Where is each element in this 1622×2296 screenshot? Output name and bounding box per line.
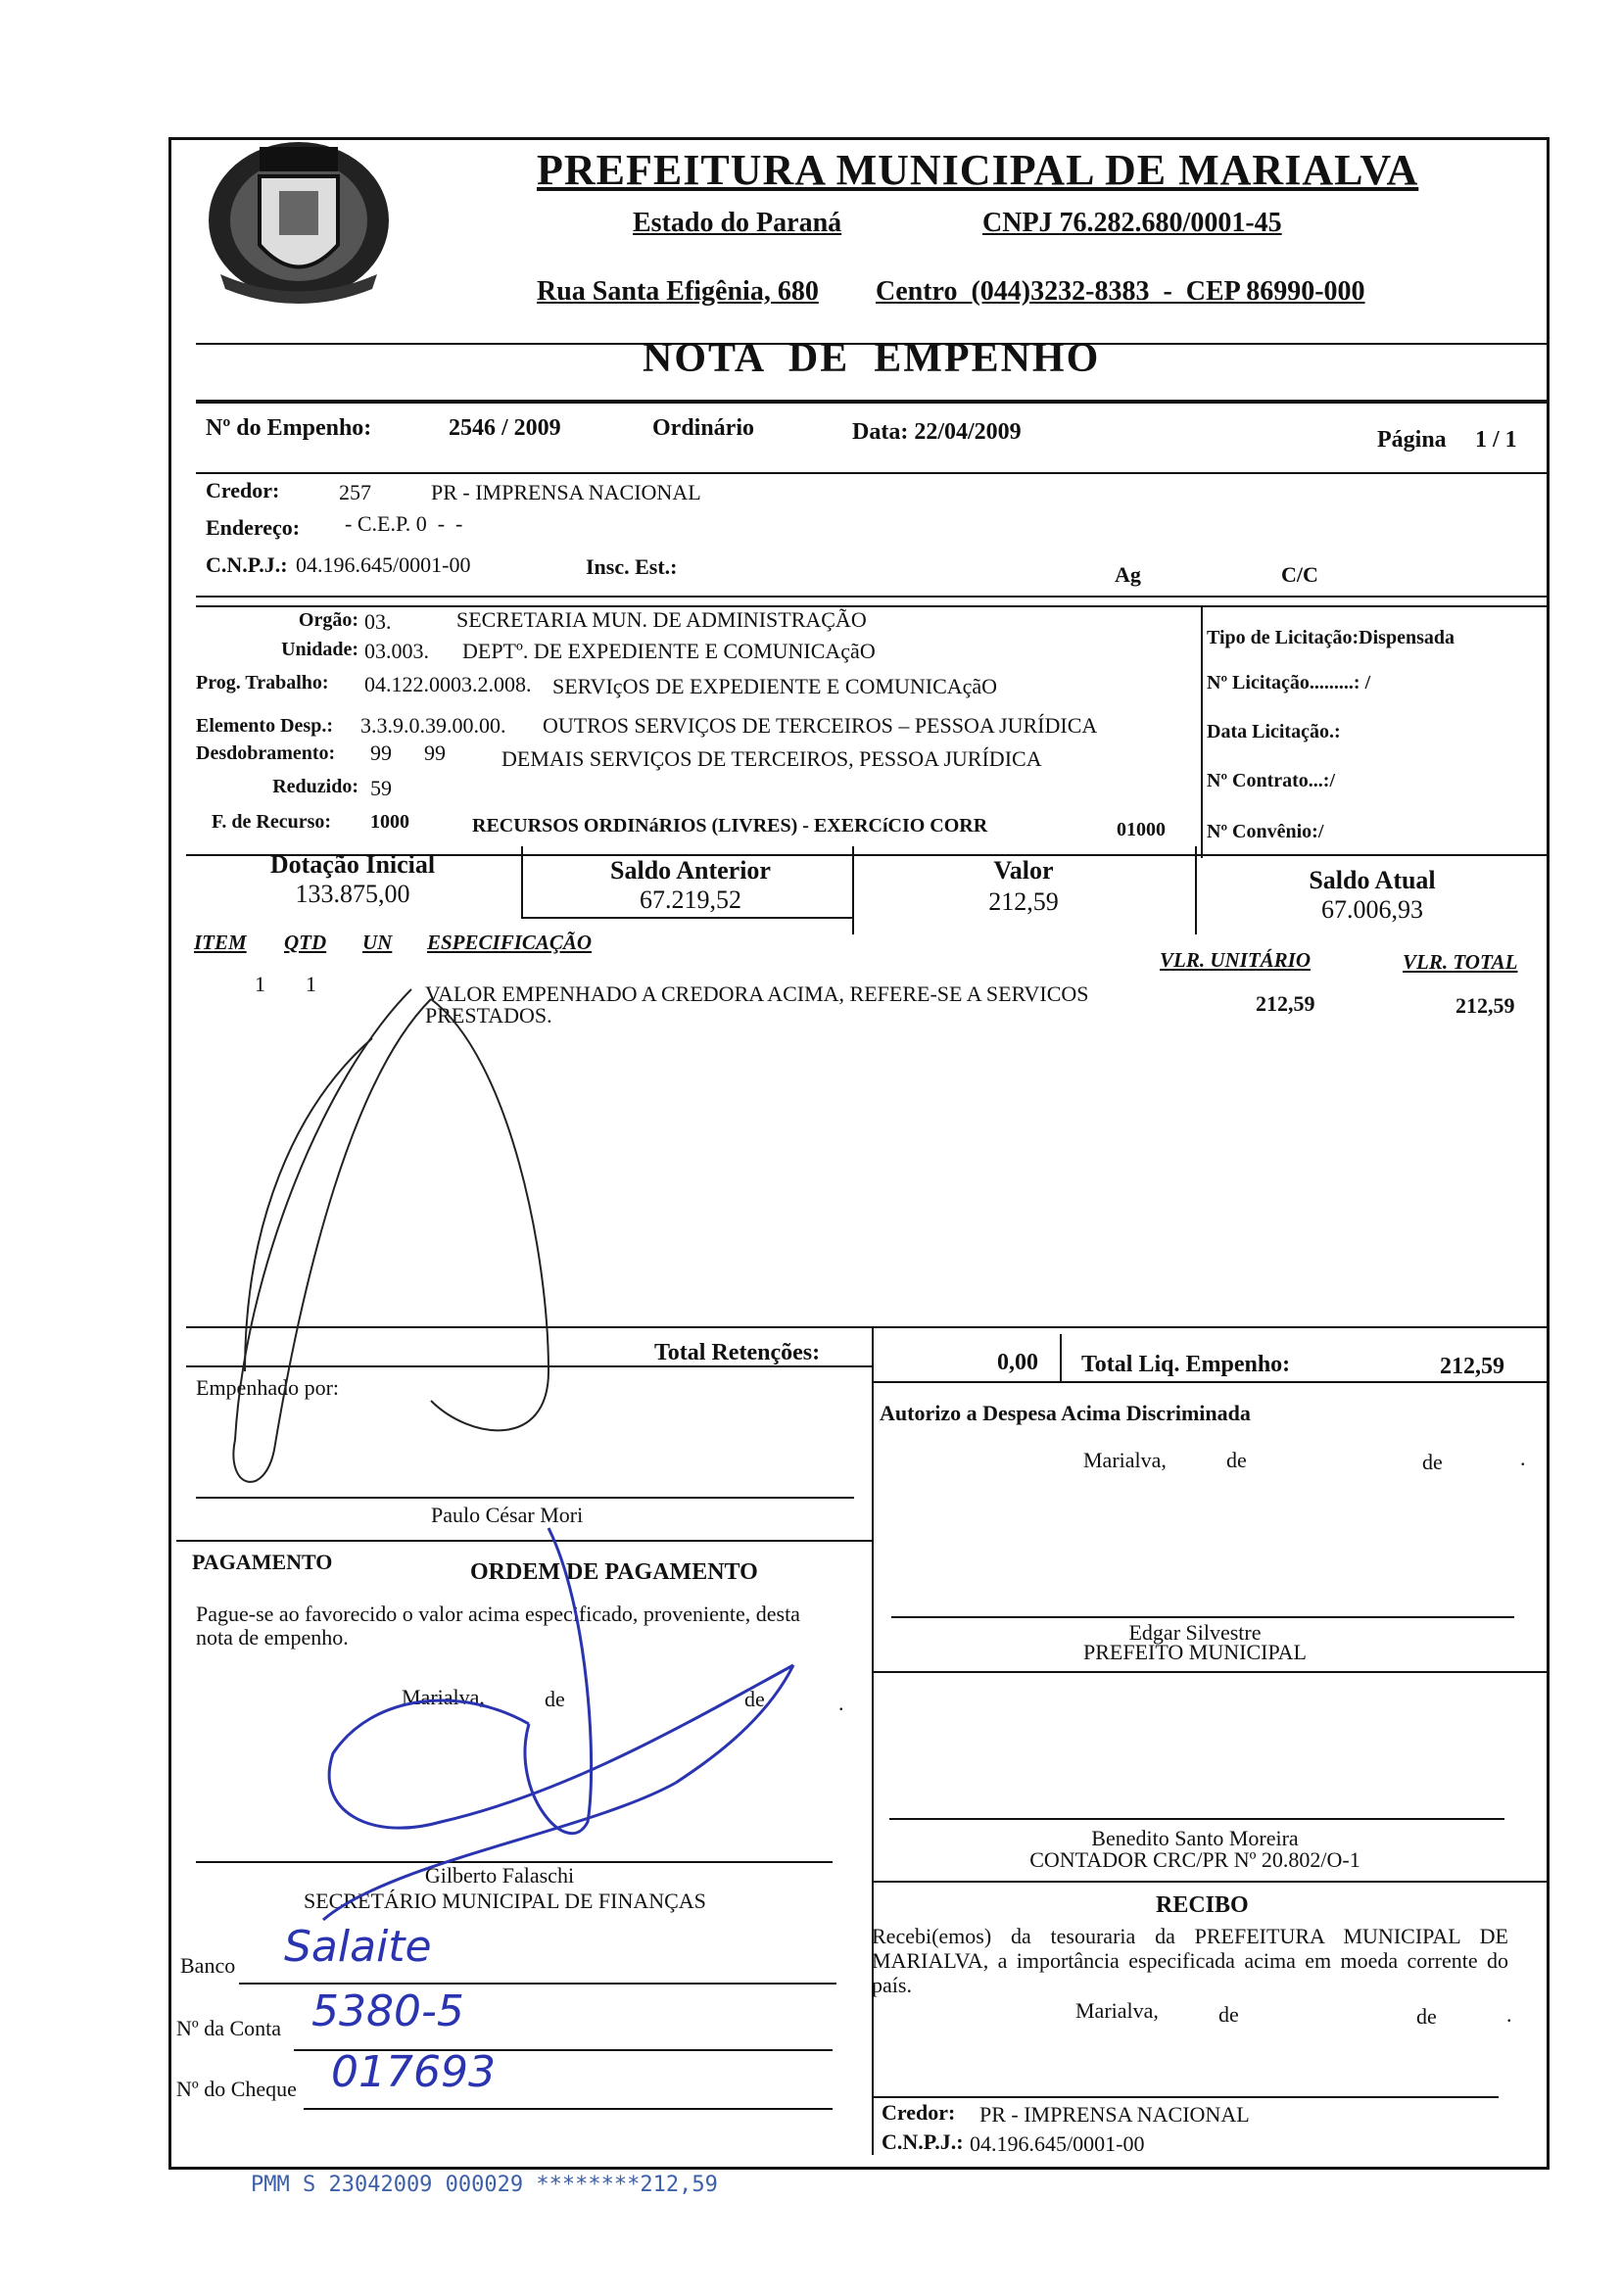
col-vlr-total: VLR. TOTAL [1403, 950, 1518, 974]
numero-convenio: Nº Convênio:/ [1207, 821, 1324, 842]
divider [176, 1540, 872, 1542]
banco-label: Banco [180, 1953, 236, 1978]
col-un: UN [362, 931, 393, 954]
divider [196, 400, 1548, 404]
col-item: ITEM [194, 931, 247, 954]
total-liquido-label: Total Liq. Empenho: [1081, 1352, 1291, 1377]
doc-title: NOTA DE EMPENHO [643, 336, 1101, 381]
autorizo-de2: de [1422, 1450, 1443, 1474]
elemento-code: 3.3.9.0.39.00.00. [360, 713, 506, 738]
cheque-line [304, 2108, 833, 2110]
recibo-credor-label: Credor: [882, 2100, 956, 2125]
coat-of-arms-logo [201, 127, 397, 309]
divider [872, 1381, 874, 2155]
header-address: Rua Santa Efigênia, 680 [537, 276, 819, 307]
recurso-code: 1000 [370, 811, 409, 833]
tipo-licitacao: Tipo de Licitação:Dispensada [1207, 627, 1455, 648]
prog-trabalho-desc: SERVIçOS DE EXPEDIENTE E COMUNICAçãO [552, 674, 998, 698]
header-state: Estado do Paraná [633, 208, 842, 238]
insc-est-label: Insc. Est.: [586, 554, 678, 579]
item-unit-value: 212,59 [1256, 991, 1315, 1016]
divider [1201, 605, 1203, 858]
col-vlr-unitario: VLR. UNITÁRIO [1160, 948, 1312, 972]
prefeito-name: Edgar Silvestre [1128, 1620, 1262, 1645]
unidade-code: 03.003. [364, 639, 429, 663]
banco-handwritten: Salaite [284, 1922, 432, 1972]
recibo-city: Marialva, [1075, 1998, 1159, 2023]
unidade-desc: DEPTº. DE EXPEDIENTE E COMUNICAçãO [462, 639, 876, 663]
header-address-rest: Centro (044)3232-8383 - CEP 86990-000 [876, 276, 1365, 307]
saldo-anterior-value: 67.219,52 [640, 885, 741, 914]
empenhado-name: Paulo César Mori [431, 1503, 584, 1527]
signature-line [889, 1818, 1504, 1820]
divider [186, 1326, 1548, 1328]
account-cc-label: C/C [1281, 562, 1318, 587]
signature-line [872, 2096, 1499, 2098]
valor-label: Valor [993, 856, 1054, 885]
empenho-number: 2546 / 2009 [449, 415, 561, 441]
empenhado-label: Empenhado por: [196, 1375, 340, 1400]
credor-label: Credor: [206, 478, 280, 502]
page-number: 1 / 1 [1475, 427, 1517, 453]
elemento-desc: OUTROS SERVIÇOS DE TERCEIROS – PESSOA JURÍDICA [543, 713, 1098, 738]
pagamento-de2: de [744, 1687, 765, 1711]
divider [872, 1671, 1548, 1673]
item-desc-line1: VALOR EMPENHADO A CREDORA ACIMA, REFERE-SE A SERVICOS [425, 981, 1089, 1006]
valor-value: 212,59 [988, 887, 1059, 916]
pagamento-dot: . [838, 1691, 844, 1715]
banco-line [239, 1983, 836, 1985]
orgao-desc: SECRETARIA MUN. DE ADMINISTRAÇÃO [456, 607, 867, 632]
recurso-label: F. de Recurso: [212, 811, 332, 833]
reduzido-label: Reduzido: [272, 776, 358, 797]
header-cnpj: CNPJ 76.282.680/0001-45 [982, 208, 1282, 238]
autorizo-dot: . [1520, 1446, 1526, 1470]
col-especificacao: ESPECIFICAÇÃO [427, 931, 593, 954]
item-total-value: 212,59 [1455, 993, 1515, 1018]
conta-handwritten: 5380-5 [311, 1986, 464, 2036]
recibo-credor: PR - IMPRENSA NACIONAL [979, 2102, 1250, 2127]
autorizo-text: Autorizo a Despesa Acima Discriminada [880, 1401, 1251, 1425]
item-qtd: 1 [306, 972, 316, 996]
page-label: Página [1377, 427, 1447, 453]
divider [521, 846, 523, 917]
address-label: Endereço: [206, 515, 301, 540]
empenho-number-label: Nº do Empenho: [206, 415, 372, 441]
autorizo-de1: de [1226, 1448, 1247, 1472]
recibo-title: RECIBO [1156, 1892, 1249, 1918]
credor-code: 257 [339, 480, 371, 504]
divider [196, 472, 1548, 474]
machine-stamp: PMM S 23042009 000029 ********212,59 [251, 2173, 718, 2197]
divider [521, 917, 852, 919]
prefeito-role: PREFEITO MUNICIPAL [1083, 1640, 1307, 1664]
empenho-type: Ordinário [652, 415, 755, 441]
contador-role: CONTADOR CRC/PR Nº 20.802/O-1 [1029, 1847, 1360, 1872]
contador-name: Benedito Santo Moreira [1091, 1826, 1299, 1850]
recibo-cnpj-label: C.N.P.J.: [882, 2129, 964, 2154]
signature-line [196, 1497, 854, 1499]
divider [872, 1381, 1548, 1383]
conta-label: Nº da Conta [176, 2016, 282, 2040]
pagamento-text: Pague-se ao favorecido o valor acima especificado, proveniente, desta nota de empenho. [196, 1602, 800, 1650]
ordem-pagamento-title: ORDEM DE PAGAMENTO [470, 1559, 758, 1585]
recibo-de2: de [1416, 2004, 1437, 2029]
header-title: PREFEITURA MUNICIPAL DE MARIALVA [537, 146, 1419, 194]
item-desc-line2: PRESTADOS. [425, 1003, 552, 1028]
divider [196, 605, 1548, 607]
recibo-de1: de [1218, 2002, 1239, 2027]
saldo-anterior-label: Saldo Anterior [610, 856, 771, 885]
desdobramento-code: 99 99 [370, 741, 446, 765]
divider [196, 596, 1548, 598]
reduzido-code: 59 [370, 776, 392, 800]
divider [852, 846, 854, 934]
pagamento-label: PAGAMENTO [192, 1550, 333, 1574]
recurso-number: 01000 [1117, 819, 1166, 840]
secretario-name: Gilberto Falaschi [424, 1863, 575, 1888]
recibo-cnpj: 04.196.645/0001-00 [970, 2131, 1145, 2156]
credor-cnpj-label: C.N.P.J.: [206, 552, 288, 577]
signature-line [891, 1616, 1514, 1618]
saldo-atual-value: 67.006,93 [1321, 895, 1423, 924]
elemento-label: Elemento Desp.: [196, 715, 333, 737]
divider [1060, 1334, 1062, 1381]
divider [872, 1881, 1548, 1883]
credor-address: - C.E.P. 0 - - [345, 511, 463, 536]
autorizo-city: Marialva, [1083, 1448, 1167, 1472]
numero-licitacao: Nº Licitação.........: / [1207, 672, 1371, 694]
agency-label: Ag [1115, 562, 1141, 587]
item-number: 1 [255, 972, 265, 996]
cheque-handwritten: 017693 [331, 2047, 496, 2097]
secretario-role: SECRETÁRIO MUNICIPAL DE FINANÇAS [304, 1889, 706, 1913]
desdobramento-label: Desdobramento: [196, 742, 336, 764]
credor-name: PR - IMPRENSA NACIONAL [431, 480, 701, 504]
recibo-text: Recebi(emos) da tesouraria da PREFEITURA MUNICIPAL DE MARIALVA, a importância especificada acima em moeda corrente do país. [872, 1924, 1508, 1997]
retencoes-label: Total Retenções: [654, 1340, 821, 1365]
retencoes-value: 0,00 [997, 1350, 1038, 1375]
pagamento-city: Marialva, [402, 1685, 485, 1709]
empenho-date: Data: 22/04/2009 [852, 419, 1022, 445]
orgao-code: 03. [364, 609, 392, 634]
data-licitacao: Data Licitação.: [1207, 721, 1341, 742]
dotacao-value: 133.875,00 [295, 880, 410, 908]
desdobramento-desc: DEMAIS SERVIÇOS DE TERCEIROS, PESSOA JURÍDICA [501, 746, 1042, 771]
orgao-label: Orgão: [298, 609, 358, 631]
numero-contrato: Nº Contrato...:/ [1207, 770, 1336, 791]
prog-trabalho-label: Prog. Trabalho: [196, 672, 329, 694]
credor-cnpj: 04.196.645/0001-00 [296, 552, 471, 577]
col-qtd: QTD [284, 931, 327, 954]
total-liquido-value: 212,59 [1440, 1354, 1504, 1379]
saldo-atual-label: Saldo Atual [1309, 866, 1436, 894]
recibo-dot: . [1506, 2002, 1512, 2027]
recurso-desc: RECURSOS ORDINáRIOS (LIVRES) - EXERCíCIO CORR [472, 815, 988, 837]
dotacao-label: Dotação Inicial [269, 850, 436, 879]
cheque-label: Nº do Cheque [176, 2077, 297, 2101]
pagamento-de1: de [545, 1687, 565, 1711]
divider [1195, 846, 1197, 934]
prog-trabalho-code: 04.122.0003.2.008. [364, 672, 532, 696]
unidade-label: Unidade: [281, 639, 358, 660]
divider [872, 1326, 874, 1381]
